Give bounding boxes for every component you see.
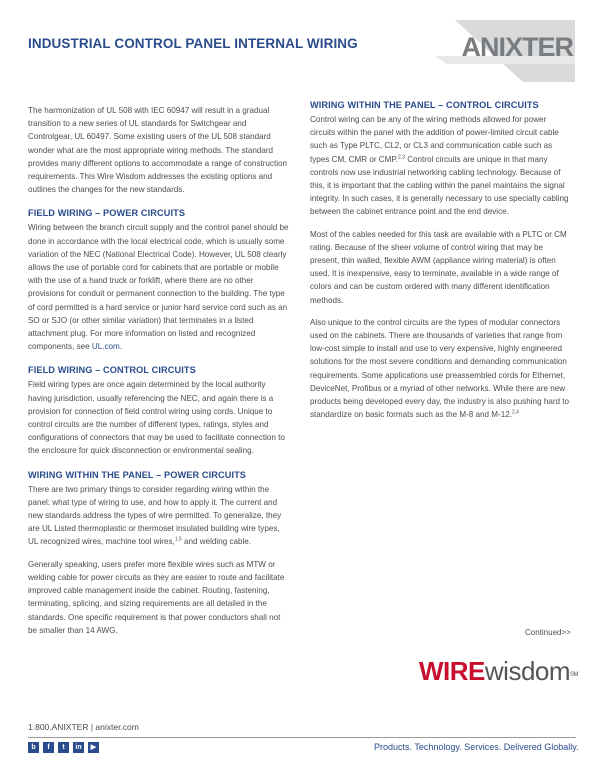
- field-power-paragraph: [28, 221, 290, 353]
- blog-icon[interactable]: b: [28, 742, 39, 753]
- field-power-end: .: [119, 342, 123, 352]
- panel-control-paragraph-3: [310, 316, 572, 422]
- footnote-ref: 2,4: [512, 409, 519, 416]
- facebook-icon[interactable]: f: [43, 742, 54, 753]
- footer-contact: 1.800.ANIXTER | anixter.com: [28, 722, 139, 732]
- panel-power-paragraph-1: [28, 483, 290, 549]
- field-power-heading: FIELD WIRING – POWER CIRCUITS: [28, 208, 186, 219]
- ul-com-link[interactable]: UL.com: [91, 342, 120, 352]
- anixter-logo: [415, 20, 575, 96]
- right-column: [310, 100, 572, 430]
- continued-label: Continued>>: [525, 628, 571, 637]
- intro-paragraph: The harmonization of UL 508 with IEC 60947 will result in a gradual transition to a new series of UL standards for Switchgear and Controlgear, UL 60497. Some existing users of the UL 508 standard wonder what are the most appropriate wiring methods. The standard provides many different options to accommodate a range of construction requirements. This Wire Wisdom addresses the existing options and outlines the changes for the new standards.: [28, 106, 287, 195]
- panel-control-text-1-end: Control circuits are unique in that many controls now use industrial networking cabling technology. Because of this, it is important that the cabling within the panel maintains the signal integrity. In such cases, it is generally necessary to use specialty cabling between the cabinet entrance point and the end device.: [310, 154, 569, 217]
- field-control-paragraph: Field wiring types are once again determined by the local authority having jurisdiction, usually referencing the NEC, and again there is a provision for connection of field control wiring using cords. Unique to control circuits are the number of different types, ratings, styles and configurations of connectors that may be used to facilitate connection to the enclosure for quick disconnection or environmental sealing.: [28, 380, 285, 456]
- panel-control-paragraph-2: Most of the cables needed for this task are available with a PLTC or CM rating. Because of the sheer volume of control wiring that may be present, thin walled, flexible AWM (appliance wiring material) is often used. It is inexpensive, easy to terminate, available in a wide range of colors and can be custom ordered with many different identification methods.: [310, 229, 567, 305]
- logo-wordmark: ANIXTER: [461, 32, 573, 62]
- footer-tagline: Products. Technology. Services. Delivered Globally.: [374, 742, 579, 752]
- panel-power-paragraph-2: Generally speaking, users prefer more flexible wires such as MTW or welding cable for power circuits as they are easier to route and facilitate improved cable management inside the cabinet. Routing, fastening, terminating, splicing, and sizing requirements are all detailed in the standards. One specific requirement is that power conductors shall not be smaller than 14 AWG.: [28, 559, 285, 635]
- linkedin-icon[interactable]: in: [73, 742, 84, 753]
- wisdom-wordmark: wisdom: [484, 656, 571, 686]
- left-column: [28, 104, 290, 646]
- twitter-icon[interactable]: t: [58, 742, 69, 753]
- footnote-ref: 2,3: [398, 153, 405, 160]
- panel-power-text-1-end: and welding cable.: [181, 537, 252, 547]
- panel-control-paragraph-1: [310, 113, 572, 219]
- panel-control-text-1: Control wiring can be any of the wiring methods allowed for power circuits within the panel with the addition of power-limited circuit cable such as Type PLTC, CL2, or CL3 and communication cable such as types CM, CMR or CMP.: [310, 115, 559, 164]
- field-power-text: Wiring between the branch circuit supply and the control panel should be done in accordance with the local electrical code, which is usually some variation of the NEC (National Electrical Code). However, UL 508 clearly allows the use of portable cord for cabinets that are portable or mobile with the use of a hand truck or forklift, where there are no other provisions for conduit or permanent connection to the building. The type of cord permitted is a hard service or junior hard service cord such as an SO or SJO (or other similar variation) that terminates in a listed attachment plug. For more information on listed and recognized components, see: [28, 223, 289, 352]
- panel-power-text-1: There are two primary things to consider regarding wiring within the panel: what type of wiring to use, and how to apply it. The current and new standards address the types of wire permitted. To generalize, they are UL Listed thermoplastic or thermoset insulated building wire types, UL recognized wires, machine tool wires,: [28, 484, 282, 547]
- footnote-ref: 1,5: [174, 536, 182, 543]
- footer-divider: [28, 737, 576, 738]
- page-title: INDUSTRIAL CONTROL PANEL INTERNAL WIRING: [28, 36, 358, 51]
- youtube-icon[interactable]: ▶: [88, 742, 99, 753]
- panel-control-heading: WIRING WITHIN THE PANEL – CONTROL CIRCUITS: [310, 100, 539, 110]
- panel-control-text-3: Also unique to the control circuits are the types of modular connectors used on the cabinets. There are thousands of varieties that range from low-cost simple to install and use to very expensive, highly engineered solutions for the most severe conditions and demanding communication requirements. Some applications use preassembled cords for Ethernet, DeviceNet, Profibus or a myriad of other networks. While there are new products being developed every day, the industry is also pushing hard to standardize on basic formats such as the M-8 and M-12.: [310, 317, 570, 420]
- wire-wordmark: WIRE: [419, 656, 485, 686]
- field-control-heading: FIELD WIRING – CONTROL CIRCUITS: [28, 365, 196, 376]
- service-mark: SM: [570, 672, 579, 678]
- social-icons: [28, 742, 99, 753]
- panel-power-heading: WIRING WITHIN THE PANEL – POWER CIRCUITS: [28, 469, 247, 480]
- wirewisdom-logo: [419, 656, 578, 686]
